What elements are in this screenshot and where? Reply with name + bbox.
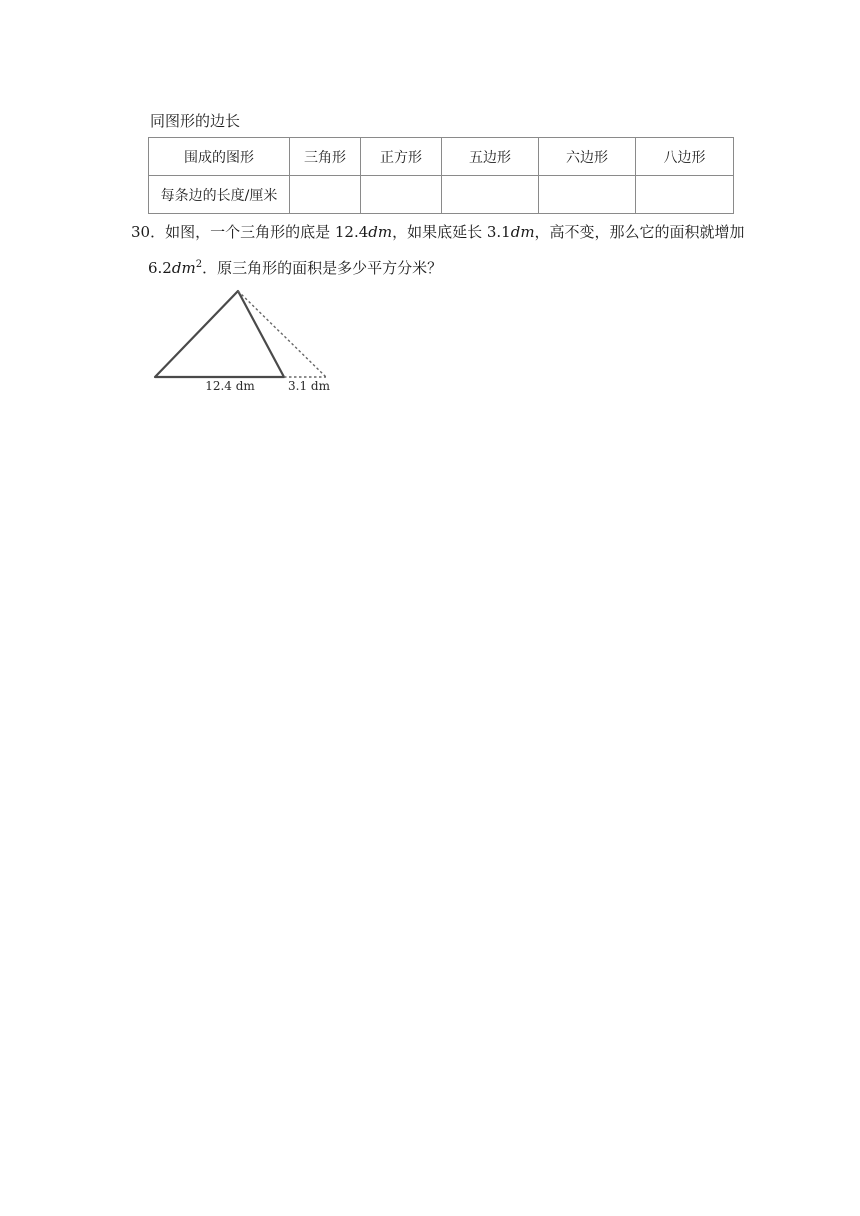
table-cell-blank (539, 176, 636, 214)
unit-dm: dm (368, 223, 393, 241)
table-cell-blank (361, 176, 442, 214)
intro-fragment: 同图形的边长 (150, 112, 241, 130)
question-number: 30． (131, 223, 166, 241)
shape-side-length-table (148, 137, 734, 214)
question-text-d: ．原三角形的面积是多少平方分米？ (202, 259, 443, 277)
table-cell-blank (442, 176, 539, 214)
question-text-a: 如图，一个三角形的底是 12.4 (165, 223, 369, 241)
table-row-label: 每条边的长度/厘米 (149, 176, 290, 214)
question-text-b: ，如果底延长 3.1 (392, 223, 511, 241)
unit-dm: dm (171, 259, 196, 277)
triangle-figure (148, 286, 338, 396)
extended-side-dashed (238, 291, 326, 377)
question-line-1 (131, 222, 745, 242)
unit-exponent: 2 (195, 259, 203, 270)
extension-length-label: 3.1 dm (288, 379, 330, 393)
table-cell-blank (636, 176, 734, 214)
table-header-row (149, 138, 734, 176)
table-header-cell: 三角形 (290, 138, 361, 176)
original-triangle (155, 291, 284, 377)
table-header-cell: 八边形 (636, 138, 734, 176)
table-header-label: 围成的图形 (149, 138, 290, 176)
table-header-cell: 正方形 (361, 138, 442, 176)
question-text-c: ，高不变，那么它的面积就增加 (534, 223, 745, 241)
table-cell-blank (290, 176, 361, 214)
table-header-cell: 六边形 (539, 138, 636, 176)
table-row (149, 176, 734, 214)
question-line-2 (148, 258, 442, 278)
unit-dm: dm (510, 223, 535, 241)
table-header-cell: 五边形 (442, 138, 539, 176)
base-length-label: 12.4 dm (205, 379, 255, 393)
area-increase-value: 6.2 (148, 259, 172, 277)
